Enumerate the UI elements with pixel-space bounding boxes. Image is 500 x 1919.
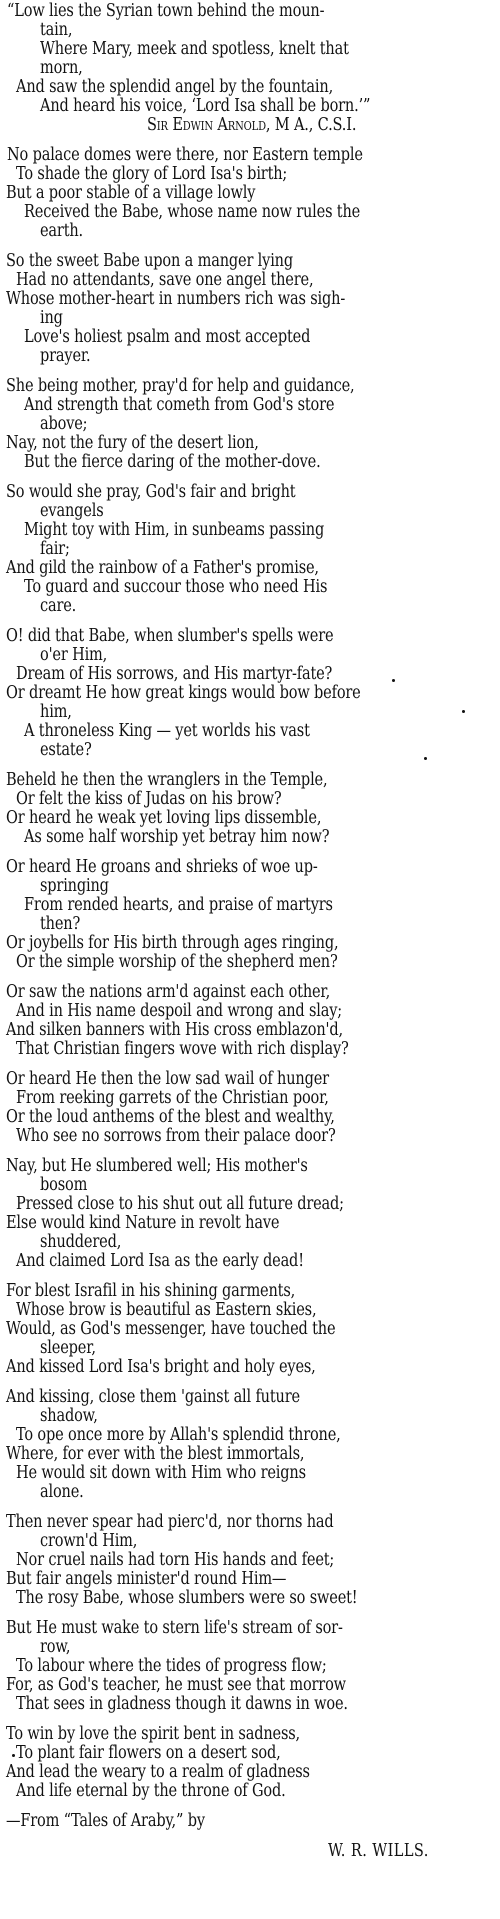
poem-line: Whose mother-heart in numbers rich was sigh- [6,289,346,309]
poem-line: ing [40,308,63,328]
epigraph-attribution: Sir Edwin Arnold, M A., C.S.I. [147,115,357,135]
poem-line: For, as God's teacher, he must see that morrow [6,1675,346,1695]
poem-line: Or saw the nations arm'd against each other, [6,982,331,1002]
poem-line: As some half worship yet betray him now? [24,827,330,847]
poem-line: tain, [40,20,73,40]
poem-line: Nay, not the fury of the desert lion, [6,433,259,453]
poem-line: then? [40,914,81,934]
poem-line: crown'd Him, [40,1531,138,1551]
author-signature: W. R. WILLS. [328,1841,429,1861]
poem-line: A throneless King — yet worlds his vast [24,721,310,741]
poem-line: And saw the splendid angel by the fountain, [16,77,334,97]
poem-line: From reeking garrets of the Christian poor, [16,1088,329,1108]
poem-line: And silken banners with His cross emblazon'd, [6,1020,343,1040]
poem-line: From rended hearts, and praise of martyrs [24,895,333,915]
source-credit: —From “Tales of Araby,” by [6,1811,205,1831]
poem-line: Or the simple worship of the shepherd men? [16,952,338,972]
poem-line: And gild the rainbow of a Father's promise, [6,558,319,578]
poem-line: And strength that cometh from God's store [24,395,335,415]
poem-line: So the sweet Babe upon a manger lying [6,251,293,271]
poem-line: morn, [40,58,83,78]
poem-line: For blest Israfil in his shining garments, [6,1281,296,1301]
poem-line: alone. [40,1482,84,1502]
poem-line: fair; [40,539,70,559]
poem-line: care. [40,596,77,616]
poem-line: Love's holiest psalm and most accepted [24,327,311,347]
poem-line: estate? [40,740,92,760]
poem-line: To labour where the tides of progress flow; [16,1656,327,1676]
poem-line: Or the loud anthems of the blest and wealthy, [6,1107,335,1127]
poem-line: But He must wake to stern life's stream of sor- [6,1618,343,1638]
poem-line: So would she pray, God's fair and bright [6,482,296,502]
poem-line: And lead the weary to a realm of gladness [6,1762,310,1782]
poem-line: him, [40,702,72,722]
poem-line: That sees in gladness though it dawns in woe. [16,1694,348,1714]
poem-line: Then never spear had pierc'd, nor thorns had [6,1512,334,1532]
poem-line: To guard and succour those who need His [24,577,328,597]
poem-line: earth. [40,221,84,241]
poem-line: The rosy Babe, whose slumbers were so sweet! [16,1588,358,1608]
poem-line: Where, for ever with the blest immortals, [6,1444,305,1464]
poem-line: Pressed close to his shut out all future dread; [16,1194,344,1214]
poem-line: She being mother, pray'd for help and guidance, [6,376,355,396]
poem-line: To shade the glory of Lord Isa's birth; [16,164,288,184]
poem-line: Where Mary, meek and spotless, knelt that [40,39,349,59]
poem-line: prayer. [40,346,91,366]
poem-line: “Low lies the Syrian town behind the moun- [7,1,325,21]
poem-line: Beheld he then the wranglers in the Temple, [6,770,328,790]
poem-line: Whose brow is beautiful as Eastern skies, [16,1300,317,1320]
poem-line: Had no attendants, save one angel there, [16,270,314,290]
poem-line: bosom [40,1175,88,1195]
poem-line: springing [40,876,109,896]
poem-line: But a poor stable of a village lowly [6,183,256,203]
print-speck [424,757,427,760]
print-speck [462,710,465,713]
poem-line: shuddered, [40,1232,122,1252]
poem-line: Or joybells for His birth through ages ringing, [6,933,339,953]
poem-line: And in His name despoil and wrong and slay; [16,1001,343,1021]
poem-line: shadow, [40,1406,98,1426]
poem-line: Who see no sorrows from their palace door? [16,1126,336,1146]
poem-line: To ope once more by Allah's splendid throne, [16,1425,341,1445]
poem-line: Nor cruel nails had torn His hands and feet; [16,1550,335,1570]
poem-line: No palace domes were there, nor Eastern temple [7,145,363,165]
poem-line: He would sit down with Him who reigns [16,1463,306,1483]
poem-line: Would, as God's messenger, have touched the [6,1319,336,1339]
poem-line: evangels [40,501,104,521]
poem-line: Or heard he weak yet loving lips dissemble, [6,808,322,828]
poem-line: sleeper, [40,1338,96,1358]
poem-line: To win by love the spirit bent in sadness, [6,1724,300,1744]
poem-line: And claimed Lord Isa as the early dead! [16,1251,304,1271]
poem-line: And heard his voice, ‘Lord Isa shall be born.’” [40,96,371,116]
poem-line: Or heard He groans and shrieks of woe up- [6,857,318,877]
poem-line: row, [40,1637,71,1657]
poem-line: O! did that Babe, when slumber's spells were [6,626,334,646]
poem-line: o'er Him, [40,645,108,665]
poem-line: Received the Babe, whose name now rules the [24,202,361,222]
print-speck [12,1754,15,1757]
poem-line: above; [40,414,88,434]
poem-line: Or felt the kiss of Judas on his brow? [16,789,282,809]
poem-line: Or dreamt He how great kings would bow before [6,683,361,703]
poem-line: To plant fair flowers on a desert sod, [16,1743,281,1763]
poem-line: But the fierce daring of the mother-dove. [24,452,321,472]
poem-line: That Christian fingers wove with rich display? [16,1039,349,1059]
poem-line: And kissing, close them 'gainst all future [6,1387,300,1407]
poem-line: Dream of His sorrows, and His martyr-fate? [16,664,333,684]
poem-line: And life eternal by the throne of God. [16,1781,286,1801]
poem-line: Or heard He then the low sad wail of hunger [6,1069,329,1089]
poem-line: Else would kind Nature in revolt have [6,1213,280,1233]
poem-line: Nay, but He slumbered well; His mother's [6,1156,308,1176]
print-speck [392,679,395,682]
poem-line: And kissed Lord Isa's bright and holy eyes, [6,1357,316,1377]
poem-line: Might toy with Him, in sunbeams passing [24,520,325,540]
poem-line: But fair angels minister'd round Him— [6,1569,287,1589]
